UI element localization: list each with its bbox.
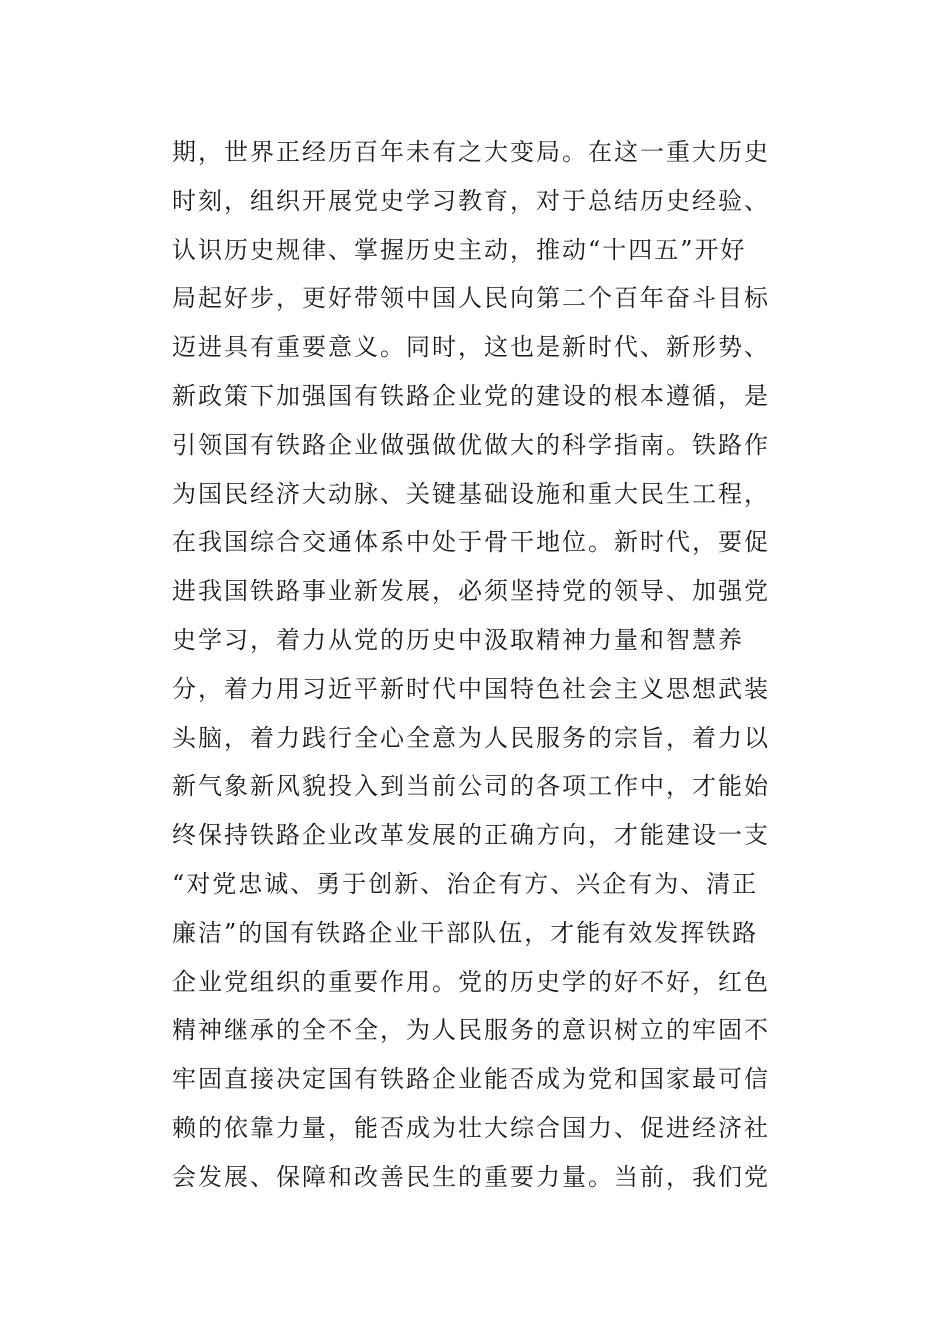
text-line-15: 终保持铁路企业改革发展的正确方向，才能建设一支	[172, 821, 770, 850]
text-line-17: 廉洁”的国有铁路企业干部队伍，才能有效发挥铁路	[172, 918, 759, 947]
text-line-22: 会发展、保障和改善民生的重要力量。当前，我们党	[172, 1162, 770, 1191]
text-line-19: 精神继承的全不全，为人民服务的意识树立的牢固不	[172, 1016, 770, 1045]
body-paragraph	[172, 128, 772, 1202]
text-line-16: “对党忠诚、勇于创新、治企有方、兴企有为、清正	[172, 869, 759, 898]
text-line-3: 认识历史规律、掌握历史主动，推动“十四五”开好	[172, 235, 747, 264]
text-line-18: 企业党组织的重要作用。党的历史学的好不好，红色	[172, 967, 770, 996]
text-line-20: 牢固直接决定国有铁路企业能否成为党和国家最可信	[172, 1065, 770, 1094]
text-line-6: 新政策下加强国有铁路企业党的建设的根本遵循，是	[172, 381, 770, 410]
text-line-5: 迈进具有重要意义。同时，这也是新时代、新形势、	[172, 333, 770, 362]
text-line-21: 赖的依靠力量，能否成为壮大综合国力、促进经济社	[172, 1113, 770, 1142]
text-line-13: 头脑，着力践行全心全意为人民服务的宗旨，着力以	[172, 723, 770, 752]
text-line-7: 引领国有铁路企业做强做优做大的科学指南。铁路作	[172, 430, 770, 459]
text-line-1: 期，世界正经历百年未有之大变局。在这一重大历史	[172, 138, 770, 166]
text-line-4: 局起好步，更好带领中国人民向第二个百年奋斗目标	[172, 284, 770, 313]
text-line-14: 新气象新风貌投入到当前公司的各项工作中，才能始	[172, 772, 770, 801]
text-line-9: 在我国综合交通体系中处于骨干地位。新时代，要促	[172, 528, 770, 557]
text-line-10: 进我国铁路事业新发展，必须坚持党的领导、加强党	[172, 577, 770, 606]
text-line-12: 分，着力用习近平新时代中国特色社会主义思想武装	[172, 674, 770, 703]
text-line-11: 史学习，着力从党的历史中汲取精神力量和智慧养	[172, 625, 744, 654]
text-line-8: 为国民经济大动脉、关键基础设施和重大民生工程，	[172, 479, 770, 508]
text-line-2: 时刻，组织开展党史学习教育，对于总结历史经验、	[172, 186, 770, 215]
